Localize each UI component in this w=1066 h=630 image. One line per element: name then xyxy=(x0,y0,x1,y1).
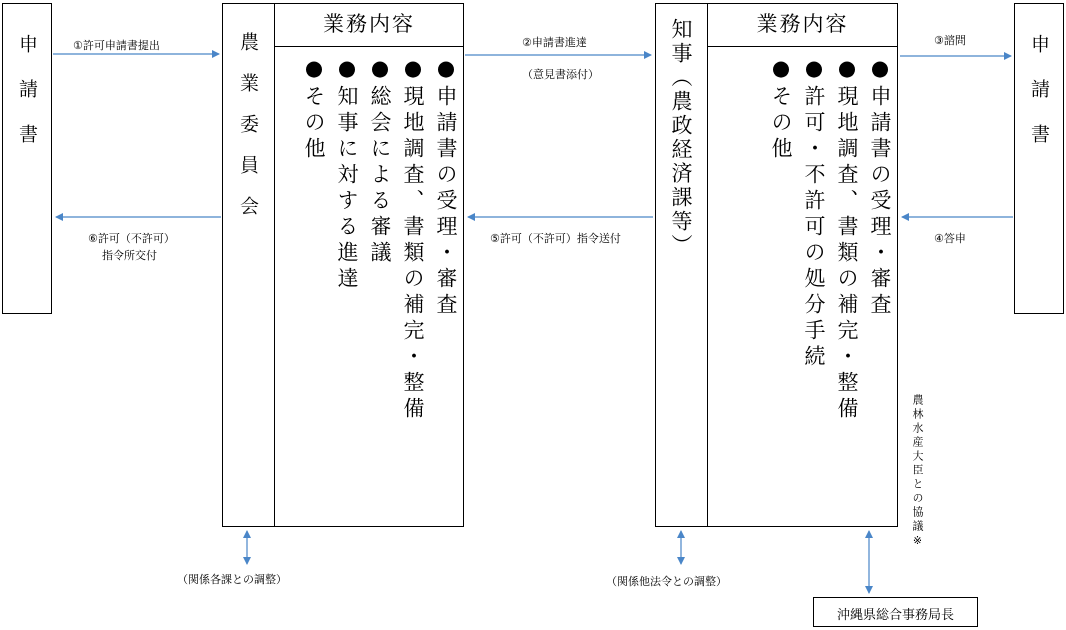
coordination-governor-label: （関係他法令との調整） xyxy=(606,575,727,588)
committee-header: 業務内容 xyxy=(275,4,463,47)
committee-item: ●その他 xyxy=(302,56,326,163)
committee-item: ●知事に対する進達 xyxy=(335,56,359,293)
arrow-6-label: ⑥許可（不許可） xyxy=(88,232,175,245)
governor-item: ●現地調査、書類の補完・整備 xyxy=(835,56,859,423)
arrow-3-label: ③諮問 xyxy=(934,34,966,47)
governor-item: ●その他 xyxy=(769,56,793,163)
governor-header: 業務内容 xyxy=(708,4,897,47)
okinawa-label: 沖縄県総合事務局長 xyxy=(836,608,954,623)
ministry-note: 農林水産大臣との協議※ xyxy=(911,394,924,550)
applicant-right-label: 申請書 xyxy=(1028,34,1050,169)
coordination-committee-label: （関係各課との調整） xyxy=(177,573,287,586)
governor-name: 知事（農政経済課等） xyxy=(669,18,693,258)
governor-item: ●許可・不許可の処分手続 xyxy=(802,56,826,371)
committee-item: ●現地調査、書類の補完・整備 xyxy=(401,56,425,423)
arrow-6-label-2: 指令所交付 xyxy=(102,249,157,262)
committee-item: ●申請書の受理・審査 xyxy=(434,56,458,319)
arrow-4-label: ④答申 xyxy=(934,232,966,245)
applicant-left-label: 申請書 xyxy=(16,34,38,169)
arrow-1-label: ①許可申請書提出 xyxy=(73,39,160,52)
arrow-5-label: ⑤許可（不許可）指令送付 xyxy=(490,232,621,245)
committee-name: 農業委員会 xyxy=(237,32,259,237)
governor-item: ●申請書の受理・審査 xyxy=(868,56,892,319)
arrow-2-label: ②申請書進達 xyxy=(522,36,587,49)
arrow-2-sublabel: （意見書添付） xyxy=(522,68,599,81)
committee-item: ●総会による審議 xyxy=(368,56,392,267)
